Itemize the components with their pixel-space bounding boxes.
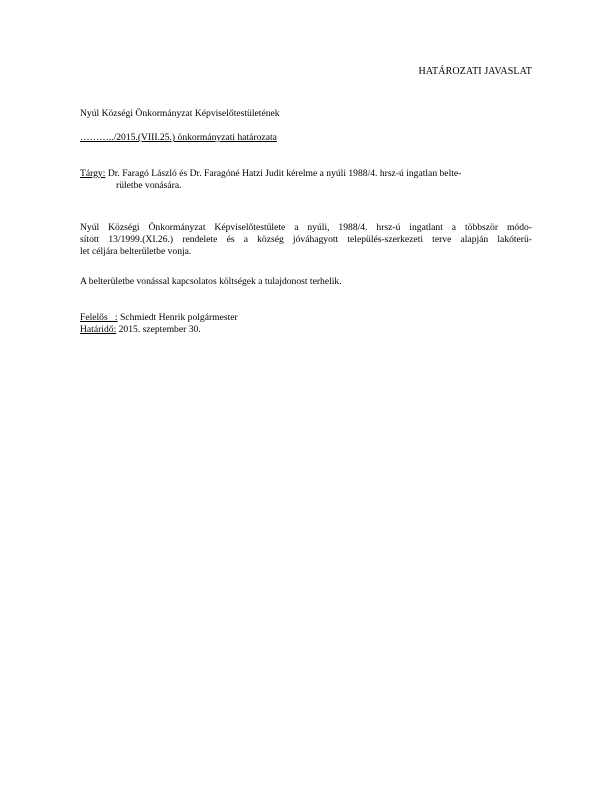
deadline-label: Határidő:	[80, 324, 117, 335]
deadline-line	[80, 324, 201, 336]
body-line-2: sított 13/1999.(XI.26.) rendelete és a község jóváhagyott település-szerkezeti terve alapján lakóterü-	[80, 234, 532, 245]
subject-text-1: Dr. Faragó László és Dr. Faragóné Hatzi Judit kérelme a nyúli 1988/4. hrsz-ú ingatlan belte-	[107, 168, 462, 179]
body-line-3: let céljára belterületbe vonja.	[80, 246, 192, 257]
responsible-line	[80, 312, 238, 324]
resolution-number: ………../2015.(VIII.25.) önkormányzati határozata	[80, 132, 277, 143]
subject-line-1	[80, 168, 461, 180]
subject-label: Tárgy:	[80, 168, 106, 179]
deadline-value: 2015. szeptember 30.	[116, 324, 201, 335]
document-heading: HATÁROZATI JAVASLAT	[418, 66, 532, 77]
body-line-1: Nyúl Községi Önkormányzat Képviselőtestülete a nyúli, 1988/4. hrsz-ú ingatlant a többször módo-	[80, 222, 532, 233]
responsible-label: Felelős :	[80, 312, 118, 323]
recipient-line: Nyúl Községi Önkormányzat Képviselőtestületének	[80, 108, 280, 119]
responsible-value: Schmiedt Henrik polgármester	[117, 312, 238, 323]
subject-line-2: rületbe vonására.	[116, 180, 182, 191]
cost-paragraph: A belterületbe vonással kapcsolatos költségek a tulajdonost terhelik.	[80, 276, 342, 287]
